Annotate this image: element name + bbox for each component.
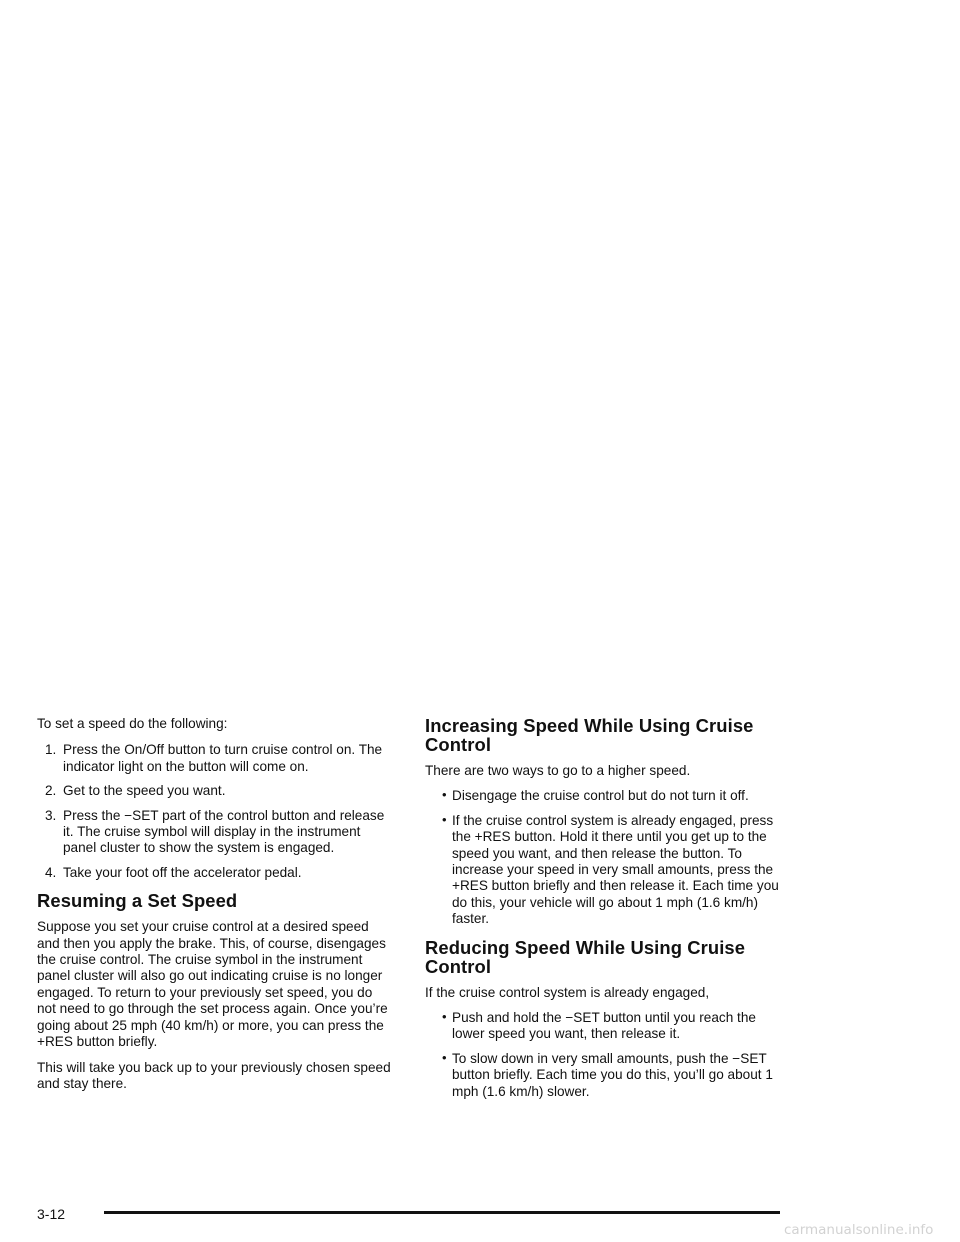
step-text: Press the On/Off button to turn cruise control on. The indicator light on the button will come on.: [63, 742, 383, 774]
step-number: 2.: [45, 783, 57, 799]
intro-text: To set a speed do the following:: [37, 716, 228, 731]
step-number: 1.: [45, 742, 57, 758]
paragraph: If the cruise control system is already engaged,: [425, 984, 710, 1000]
step-text: Get to the speed you want.: [63, 783, 226, 799]
step-text: Take your foot off the accelerator pedal.: [63, 864, 302, 880]
list-item: [37, 865, 393, 881]
step-text: Press the −SET part of the control button and release it. The cruise symbol will display in the instrument panel cluster to show the system is engaged.: [63, 807, 385, 856]
section-heading-reducing: Reducing Speed While Using Cruise Control: [425, 936, 746, 977]
bullet-icon: •: [442, 811, 447, 827]
paragraph: This will take you back up to your previously chosen speed and stay there.: [37, 1059, 391, 1091]
list-item: [425, 1051, 783, 1100]
bullet-text: Disengage the cruise control but do not turn it off.: [452, 788, 749, 804]
list-item: [37, 808, 393, 857]
bullet-icon: •: [442, 1049, 447, 1065]
bullet-icon: •: [442, 787, 447, 803]
step-number: 4.: [45, 864, 57, 880]
bullet-icon: •: [442, 1009, 447, 1025]
watermark: carmanualsonline.info: [784, 1222, 934, 1238]
reduce-bullets: [425, 1010, 783, 1100]
section-heading-resuming: Resuming a Set Speed: [37, 890, 238, 912]
footer-divider: [104, 1211, 780, 1214]
paragraph: There are two ways to go to a higher speed.: [425, 763, 691, 778]
bullet-text: Push and hold the −SET button until you reach the lower speed you want, then release it.: [452, 1010, 756, 1042]
right-column: [425, 716, 783, 1110]
list-item: [37, 742, 393, 775]
list-item: [425, 788, 783, 804]
section-heading-increasing: Increasing Speed While Using Cruise Control: [425, 715, 754, 755]
bullet-text: If the cruise control system is already engaged, press the +RES button. Hold it there until you get up to the speed you want, and then release the button. To increase your speed in very small amounts, press the +RES button briefly and then release it. Each time you do this, your vehicle will go about 1 mph (1.6 km/h) faster.: [452, 812, 779, 927]
set-speed-steps: [37, 742, 393, 881]
list-item: [425, 813, 783, 928]
page-number: 3-12: [37, 1206, 66, 1222]
left-column: [37, 716, 393, 1101]
paragraph: Suppose you set your cruise control at a desired speed and then you apply the brake. This, of course, disengages the cruise control. The cruise symbol in the instrument panel cluster will also go out indicating cruise is no longer engaged. To return to your previously set speed, you do not need to go through the set process again. Once you’re going about 25 mph (40 km/h) or more, you can press the +RES button briefly.: [37, 919, 388, 1050]
increase-bullets: [425, 788, 783, 927]
bullet-text: To slow down in very small amounts, push the −SET button briefly. Each time you do this, you’ll go about 1 mph (1.6 km/h) slower.: [452, 1050, 773, 1099]
list-item: [37, 783, 393, 799]
step-number: 3.: [45, 807, 57, 823]
list-item: [425, 1010, 783, 1043]
